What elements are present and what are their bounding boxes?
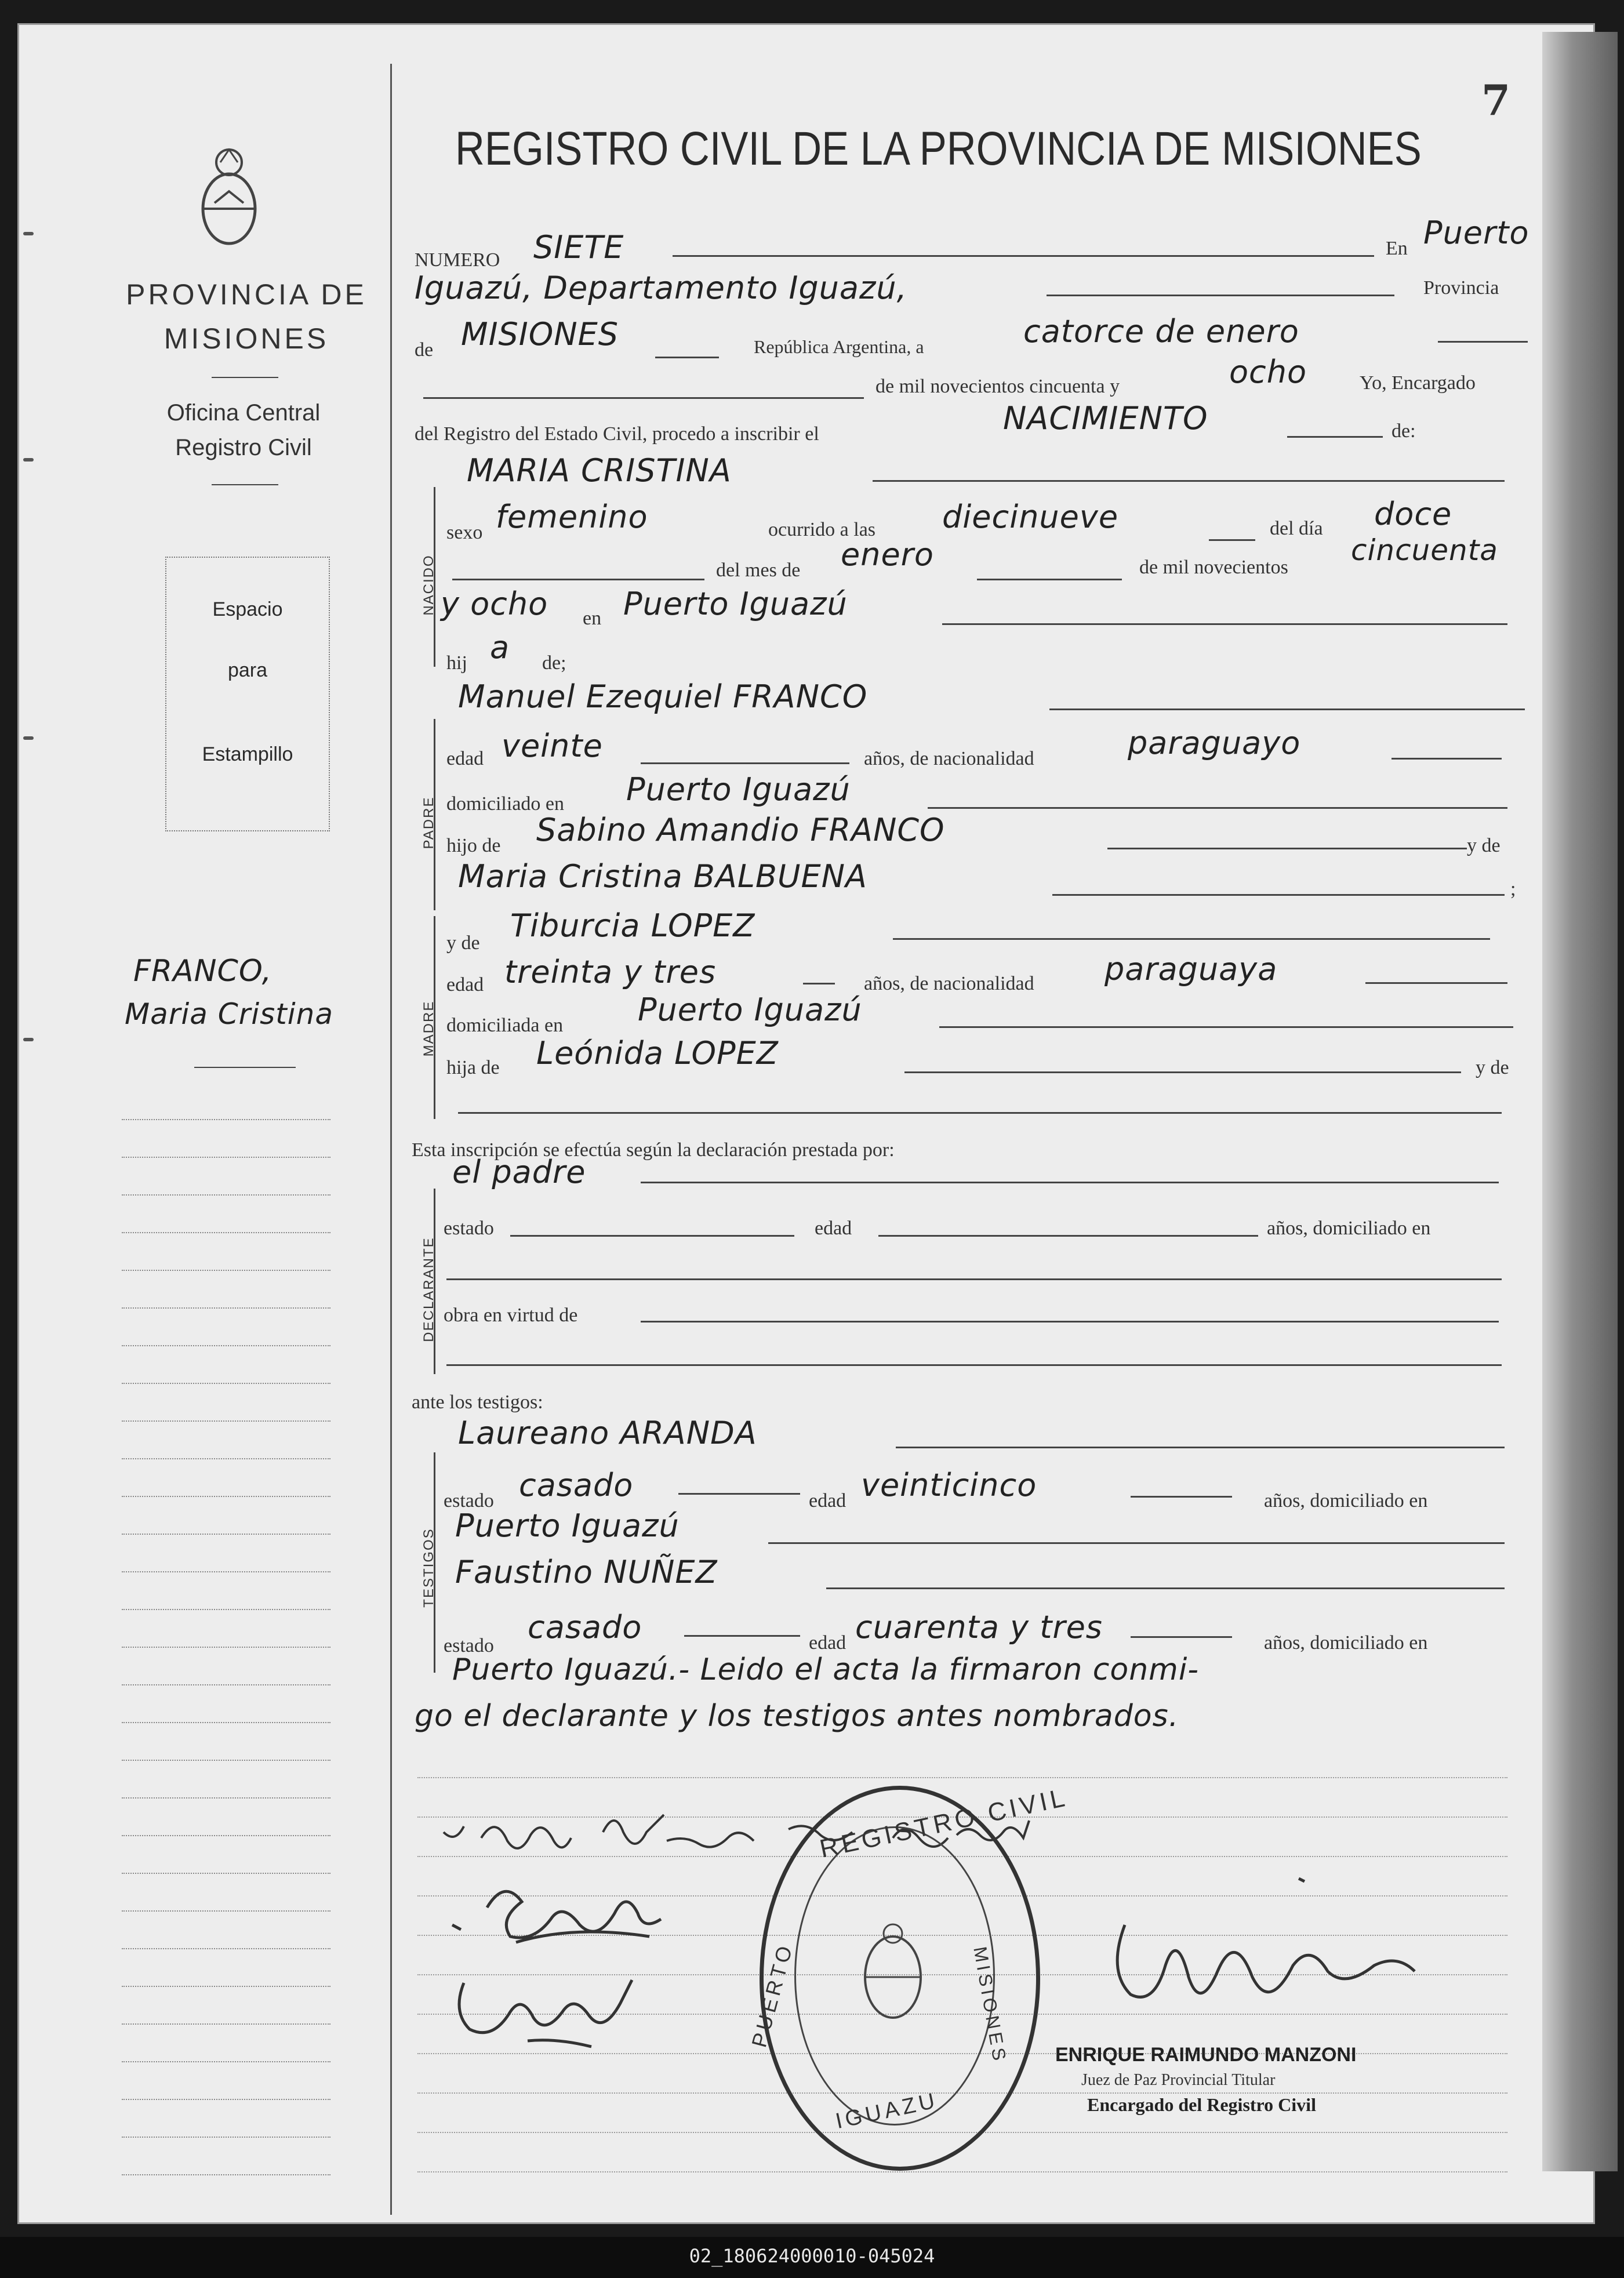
domiciliado-label-t1: años, domiciliado en bbox=[1264, 1490, 1428, 1512]
declaracion-label: Esta inscripción se efectúa según la declaración prestada por: bbox=[412, 1139, 895, 1161]
mother-mother: Leónida LOPEZ bbox=[536, 1035, 779, 1071]
form-line bbox=[942, 623, 1507, 625]
form-line bbox=[768, 1542, 1505, 1544]
birth-place: Puerto Iguazú bbox=[623, 586, 848, 622]
en-small-label: en bbox=[583, 608, 602, 629]
margin-dotted-line bbox=[122, 1571, 330, 1572]
form-line bbox=[1365, 982, 1507, 984]
domiciliado-label-t2: años, domiciliado en bbox=[1264, 1632, 1428, 1654]
hour-value: diecinueve bbox=[942, 499, 1119, 535]
side-label-nacido: NACIDO bbox=[421, 554, 437, 616]
margin-dotted-line bbox=[122, 1270, 330, 1271]
margin-dotted-line bbox=[122, 1910, 330, 1912]
child-name: MARIA CRISTINA bbox=[467, 452, 732, 489]
witness-1: Laureano ARANDA bbox=[458, 1415, 757, 1451]
de-label: de bbox=[415, 339, 434, 361]
divider bbox=[212, 377, 278, 378]
provincia-label: Provincia bbox=[1423, 277, 1499, 299]
coat-of-arms-icon bbox=[197, 145, 261, 246]
father-nationality: paraguayo bbox=[1128, 725, 1301, 761]
margin-dotted-line bbox=[122, 2099, 330, 2100]
closing-line-1: Puerto Iguazú.- Leido el acta la firmaron conmi- bbox=[452, 1652, 1200, 1687]
hija-de-label: hija de bbox=[446, 1057, 500, 1078]
office-line-2: Registro Civil bbox=[175, 435, 312, 460]
obra-label: obra en virtud de bbox=[444, 1305, 578, 1326]
margin-dotted-line bbox=[122, 1684, 330, 1685]
form-line bbox=[510, 1235, 794, 1237]
margin-dotted-line bbox=[122, 1760, 330, 1761]
hijo-de-label: hijo de bbox=[446, 835, 501, 856]
margin-dotted-line bbox=[122, 1119, 330, 1120]
margin-dotted-line bbox=[122, 1458, 330, 1459]
estado-label-declarante: estado bbox=[444, 1218, 494, 1239]
divider bbox=[212, 484, 278, 485]
y-de-label-madre-2: y de bbox=[1476, 1057, 1509, 1078]
form-line bbox=[641, 1321, 1499, 1323]
binder-mark bbox=[23, 1038, 34, 1041]
mes-label: del mes de bbox=[716, 559, 801, 581]
margin-dotted-line bbox=[122, 2137, 330, 2138]
margin-dotted-line bbox=[122, 1307, 330, 1309]
stamp-left-text: PUERTO bbox=[747, 1940, 798, 2050]
signature-ruled-line bbox=[417, 1777, 1507, 1778]
margin-dotted-line bbox=[122, 1835, 330, 1836]
column-divider bbox=[390, 64, 392, 2215]
mother-nationality: paraguaya bbox=[1105, 951, 1278, 987]
margin-dotted-line bbox=[122, 1647, 330, 1648]
nacionalidad-label-madre: años, de nacionalidad bbox=[864, 973, 1034, 994]
margin-surname: FRANCO, bbox=[133, 954, 273, 989]
official-name: ENRIQUE RAIMUNDO MANZONI bbox=[1055, 2044, 1357, 2066]
page-number: 7 bbox=[1481, 75, 1511, 125]
form-line bbox=[893, 938, 1490, 940]
edad-label-madre: edad bbox=[446, 974, 484, 996]
father-name: Manuel Ezequiel FRANCO bbox=[458, 678, 868, 715]
margin-dotted-line bbox=[122, 2174, 330, 2175]
form-line bbox=[939, 1026, 1513, 1028]
year-value: ocho bbox=[1229, 354, 1307, 390]
estado-label-t1: estado bbox=[444, 1490, 494, 1512]
mother-name: Tiburcia LOPEZ bbox=[510, 907, 755, 944]
witness-2-age: cuarenta y tres bbox=[855, 1609, 1103, 1645]
signature-ruled-line bbox=[417, 2171, 1507, 2172]
birth-year-b: y ocho bbox=[441, 586, 548, 622]
nacionalidad-label-padre: años, de nacionalidad bbox=[864, 748, 1034, 769]
form-line bbox=[446, 1278, 1502, 1280]
margin-dotted-line bbox=[122, 2023, 330, 2025]
provincia-value: MISIONES bbox=[461, 316, 619, 353]
margin-dotted-line bbox=[122, 1157, 330, 1158]
form-line bbox=[641, 762, 849, 764]
margin-dotted-line bbox=[122, 1194, 330, 1196]
footer-code: 02_180624000010-045024 bbox=[689, 2245, 935, 2267]
birth-year-a: cincuenta bbox=[1351, 533, 1498, 567]
numero-value: SIETE bbox=[533, 229, 624, 266]
edad-label-t2: edad bbox=[809, 1632, 846, 1654]
province-label: PROVINCIA DE MISIONES bbox=[126, 278, 367, 355]
form-line bbox=[1047, 295, 1394, 296]
place-value-a: Puerto bbox=[1423, 215, 1529, 251]
form-line bbox=[873, 480, 1505, 482]
stamp-box-line-3: Estampillo bbox=[202, 743, 293, 765]
form-line bbox=[904, 1071, 1461, 1073]
witness-1-state: casado bbox=[519, 1467, 634, 1503]
mother-residence: Puerto Iguazú bbox=[638, 991, 862, 1028]
hij-value: a bbox=[490, 629, 510, 666]
form-line bbox=[684, 1635, 800, 1637]
domiciliada-label: domiciliada en bbox=[446, 1015, 564, 1036]
margin-dotted-line bbox=[122, 1232, 330, 1233]
form-line bbox=[1131, 1636, 1232, 1638]
margin-dotted-line bbox=[122, 1534, 330, 1535]
form-line bbox=[1209, 539, 1255, 541]
form-line bbox=[1131, 1496, 1232, 1498]
form-line bbox=[423, 397, 864, 399]
yo-label: Yo, Encargado bbox=[1360, 372, 1476, 394]
form-line bbox=[452, 579, 704, 580]
de-semi-label: de; bbox=[542, 652, 566, 674]
form-line bbox=[1052, 894, 1505, 896]
edad-label-padre: edad bbox=[446, 748, 484, 769]
y-de-label-madre: y de bbox=[446, 932, 480, 954]
form-line bbox=[673, 255, 1374, 257]
margin-dotted-line bbox=[122, 1345, 330, 1346]
form-line bbox=[803, 983, 835, 984]
binder-mark bbox=[23, 232, 34, 235]
form-line bbox=[641, 1182, 1499, 1183]
stamp-right-text: MISIONES bbox=[969, 1945, 1011, 2066]
republica-label: República Argentina, a bbox=[754, 336, 924, 357]
witness-2-state: casado bbox=[528, 1609, 642, 1645]
declarant: el padre bbox=[452, 1154, 586, 1190]
estado-label-t2: estado bbox=[444, 1635, 494, 1656]
form-line bbox=[1287, 436, 1383, 438]
witness-1-residence: Puerto Iguazú bbox=[455, 1507, 680, 1544]
form-line bbox=[896, 1447, 1505, 1448]
stamp-box-line-1: Espacio bbox=[212, 598, 283, 620]
form-line bbox=[878, 1235, 1258, 1237]
margin-dotted-line bbox=[122, 1873, 330, 1874]
form-line bbox=[1392, 758, 1502, 760]
father-father: Sabino Amandio FRANCO bbox=[536, 812, 945, 848]
margin-dotted-line bbox=[122, 1420, 330, 1422]
footer-bar bbox=[0, 2237, 1624, 2278]
form-line bbox=[678, 1493, 800, 1495]
y-de-label-padre: y de bbox=[1467, 835, 1501, 856]
form-line bbox=[928, 807, 1507, 809]
binding-edge bbox=[1542, 32, 1618, 2171]
margin-dotted-line bbox=[122, 1609, 330, 1610]
office-line-1: Oficina Central bbox=[166, 400, 321, 426]
mil-nov-label: de mil novecientos bbox=[1139, 557, 1288, 578]
side-label-padre: PADRE bbox=[421, 796, 437, 849]
de-colon-label: de: bbox=[1392, 420, 1416, 442]
margin-dotted-line bbox=[122, 1986, 330, 1987]
month-value: enero bbox=[841, 536, 934, 573]
domiciliado-label-declarante: años, domiciliado en bbox=[1267, 1218, 1431, 1239]
margin-dotted-line bbox=[122, 1722, 330, 1723]
hij-label: hij bbox=[446, 652, 467, 674]
edad-label-t1: edad bbox=[809, 1490, 846, 1512]
date-value: catorce de enero bbox=[1023, 313, 1299, 350]
father-age: veinte bbox=[502, 728, 603, 764]
witness-2: Faustino NUÑEZ bbox=[455, 1554, 718, 1590]
form-line bbox=[977, 579, 1122, 580]
place-value-b: Iguazú, Departamento Iguazú, bbox=[415, 270, 907, 306]
closing-line-2: go el declarante y los testigos antes nombrados. bbox=[415, 1699, 1179, 1734]
testigos-label: ante los testigos: bbox=[412, 1391, 543, 1413]
binder-mark bbox=[23, 458, 34, 462]
form-line bbox=[446, 1364, 1502, 1366]
margin-dotted-line bbox=[122, 1797, 330, 1799]
act-value: NACIMIENTO bbox=[1003, 400, 1208, 437]
divider bbox=[194, 1067, 296, 1068]
mil-label: de mil novecientos cincuenta y bbox=[875, 376, 1120, 397]
official-title-1: Juez de Paz Provincial Titular bbox=[1081, 2071, 1276, 2089]
margin-dotted-line bbox=[122, 1383, 330, 1384]
stamp-top-text: REGISTRO CIVIL bbox=[817, 1783, 1071, 1863]
witness-1-age: veinticinco bbox=[861, 1467, 1037, 1503]
side-label-madre: MADRE bbox=[421, 1000, 437, 1057]
day-value: doce bbox=[1374, 496, 1452, 532]
form-line bbox=[826, 1587, 1505, 1589]
margin-given-name: Maria Cristina bbox=[125, 997, 333, 1031]
stamp-space-box bbox=[165, 557, 330, 831]
domiciliado-label-padre: domiciliado en bbox=[446, 793, 565, 815]
stamp-emblem-icon bbox=[858, 1919, 928, 2023]
father-residence: Puerto Iguazú bbox=[626, 771, 851, 808]
father-mother: Maria Cristina BALBUENA bbox=[458, 858, 867, 895]
stamp-bottom-text: IGUAZU bbox=[833, 2088, 940, 2134]
form-line bbox=[1107, 848, 1467, 849]
form-line bbox=[655, 357, 719, 358]
form-line bbox=[458, 1112, 1502, 1114]
document-title: REGISTRO CIVIL DE LA PROVINCIA DE MISIONES bbox=[455, 122, 1422, 175]
registro-label: del Registro del Estado Civil, procedo a inscribir el bbox=[415, 423, 819, 445]
en-label: En bbox=[1386, 238, 1408, 259]
sex-value: femenino bbox=[496, 499, 648, 535]
margin-dotted-line bbox=[122, 2061, 330, 2062]
numero-label: NUMERO bbox=[415, 249, 500, 271]
dia-label: del día bbox=[1270, 518, 1323, 539]
side-label-testigos: TESTIGOS bbox=[421, 1528, 437, 1608]
margin-dotted-line bbox=[122, 1948, 330, 1949]
edad-label-declarante: edad bbox=[815, 1218, 852, 1239]
official-title-2: Encargado del Registro Civil bbox=[1087, 2094, 1316, 2115]
side-label-declarante: DECLARANTE bbox=[421, 1237, 437, 1342]
form-line bbox=[1049, 709, 1525, 710]
margin-dotted-line bbox=[122, 1496, 330, 1497]
binder-mark bbox=[23, 736, 34, 740]
semicolon-label: ; bbox=[1510, 878, 1516, 900]
sexo-label: sexo bbox=[446, 522, 483, 543]
stamp-box-line-2: para bbox=[227, 659, 268, 681]
ocurrido-label: ocurrido a las bbox=[768, 519, 876, 540]
form-line bbox=[1438, 341, 1528, 343]
mother-age: treinta y tres bbox=[504, 954, 717, 990]
